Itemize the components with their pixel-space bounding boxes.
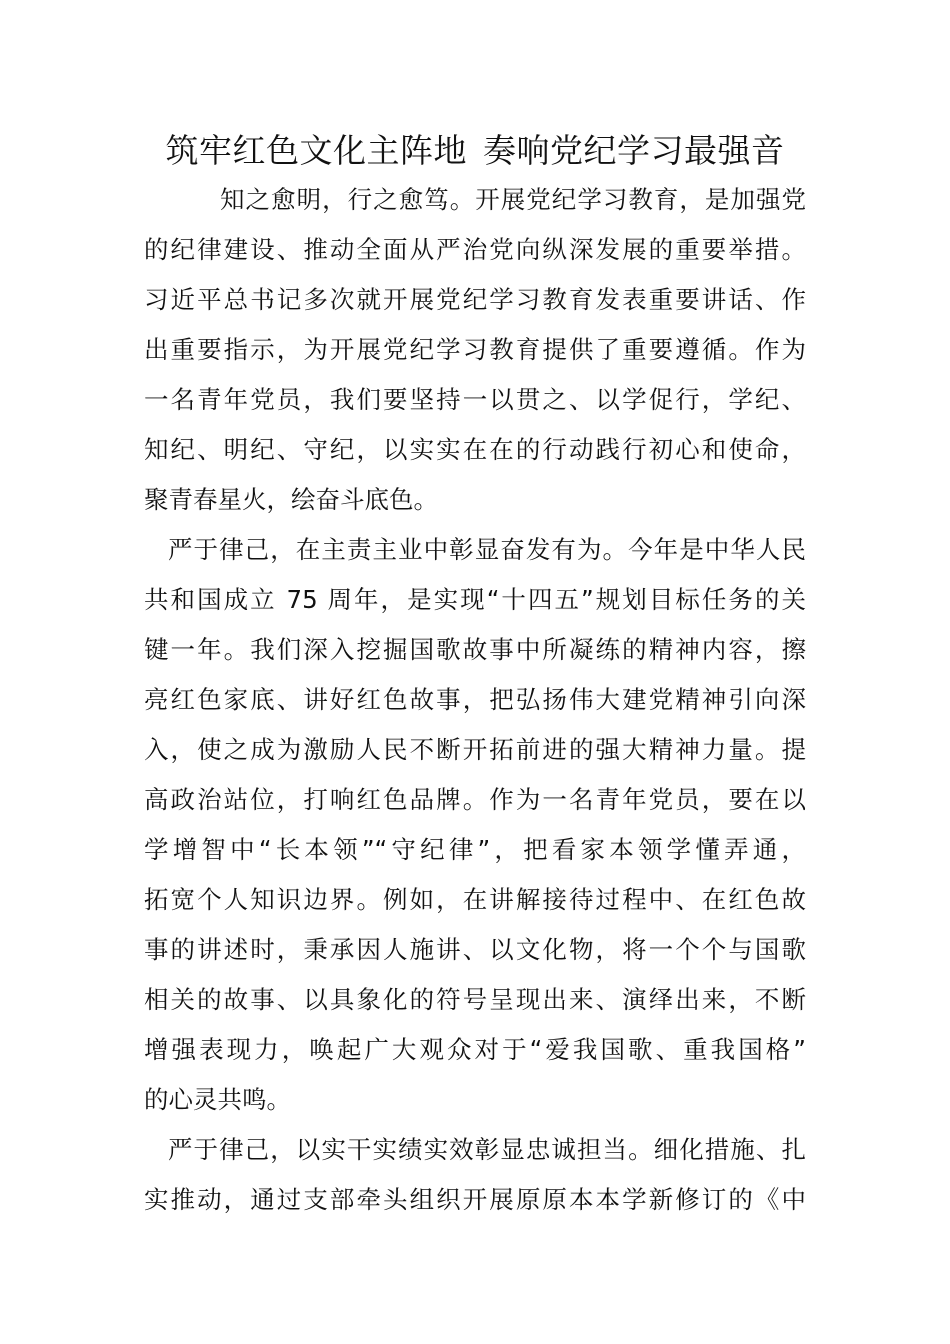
title-part-1: 筑牢红色文化主阵地 bbox=[165, 131, 467, 170]
paragraph-1-line-3: 习近平总书记多次就开展党纪学习教育发表重要讲话、作 bbox=[144, 285, 806, 314]
title-part-2: 奏响党纪学习最强音 bbox=[483, 131, 785, 170]
document-title bbox=[0, 128, 950, 174]
paragraph-3-line-2: 实推动，通过支部牵头组织开展原原本本学新修订的《中 bbox=[144, 1185, 806, 1214]
paragraph-2-line-9: 事的讲述时，秉承因人施讲、以文化物，将一个个与国歌 bbox=[144, 935, 806, 964]
paragraph-2-line-8: 拓宽个人知识边界。例如，在讲解接待过程中、在红色故 bbox=[144, 885, 806, 914]
paragraph-2-line-10: 相关的故事、以具象化的符号呈现出来、演绎出来，不断 bbox=[144, 985, 806, 1014]
paragraph-2-line-2: 共和国成立 75 周年，是实现“十四五”规划目标任务的关 bbox=[144, 585, 806, 614]
paragraph-3-line-1: 严于律己，以实干实绩实效彰显忠诚担当。细化措施、扎 bbox=[168, 1135, 806, 1164]
paragraph-2-line-6: 高政治站位，打响红色品牌。作为一名青年党员，要在以 bbox=[144, 785, 806, 814]
paragraph-1-line-2: 的纪律建设、推动全面从严治党向纵深发展的重要举措。 bbox=[144, 235, 806, 264]
paragraph-2-line-11: 增强表现力，唤起广大观众对于“爱我国歌、重我国格” bbox=[144, 1035, 806, 1064]
paragraph-2-line-12: 的心灵共鸣。 bbox=[144, 1085, 291, 1114]
paragraph-2-line-4: 亮红色家底、讲好红色故事，把弘扬伟大建党精神引向深 bbox=[144, 685, 806, 714]
paragraph-2-line-7: 学增智中“长本领”“守纪律”，把看家本领学懂弄通， bbox=[144, 835, 806, 864]
paragraph-1-line-7: 聚青春星火，绘奋斗底色。 bbox=[144, 485, 438, 514]
paragraph-1-line-5: 一名青年党员，我们要坚持一以贯之、以学促行，学纪、 bbox=[144, 385, 806, 414]
paragraph-2-line-5: 入，使之成为激励人民不断开拓前进的强大精神力量。提 bbox=[144, 735, 806, 764]
paragraph-1-line-1: 知之愈明，行之愈笃。开展党纪学习教育，是加强党 bbox=[220, 185, 806, 214]
paragraph-1-line-6: 知纪、明纪、守纪，以实实在在的行动践行初心和使命， bbox=[144, 435, 806, 464]
paragraph-1-line-4: 出重要指示，为开展党纪学习教育提供了重要遵循。作为 bbox=[144, 335, 806, 364]
paragraph-2-line-1: 严于律己，在主责主业中彰显奋发有为。今年是中华人民 bbox=[168, 535, 806, 564]
paragraph-2-line-3: 键一年。我们深入挖掘国歌故事中所凝练的精神内容，擦 bbox=[144, 635, 806, 664]
